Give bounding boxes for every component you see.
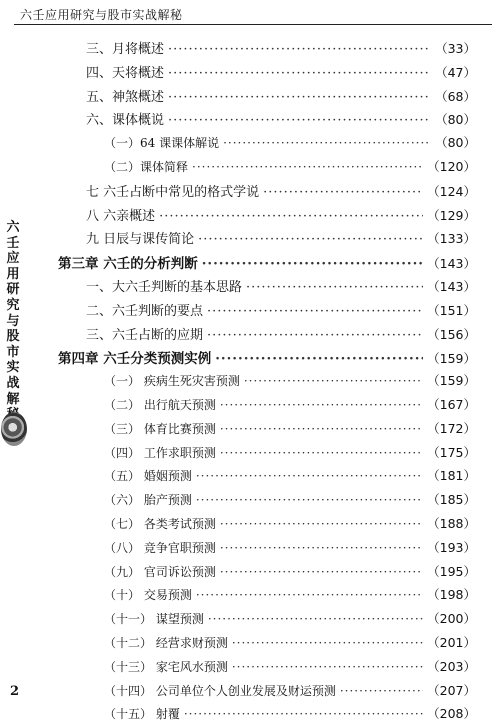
toc-entry-page: （151） — [427, 302, 476, 318]
toc-entry — [58, 443, 476, 467]
dot-leader — [223, 136, 431, 150]
toc-entry-title: （七） 各类考试预测 — [104, 516, 216, 531]
dot-leader — [168, 113, 431, 128]
toc-entry — [58, 324, 476, 348]
toc-entry — [58, 181, 476, 205]
dot-leader — [232, 636, 423, 650]
dot-leader — [168, 90, 431, 105]
side-book-title: 六壬应用研究与股市实战解 — [6, 220, 20, 407]
dot-leader — [220, 517, 423, 531]
toc-entry-title: （一）64 课课体解说 — [104, 136, 220, 151]
toc-entry-page: （193） — [427, 539, 476, 555]
toc-entry-title: （六） 胎产预测 — [104, 493, 192, 508]
toc-entry — [58, 514, 476, 538]
toc-entry-title: 八 六亲概述 — [86, 208, 156, 224]
dot-leader — [196, 588, 423, 602]
dot-leader — [220, 541, 423, 555]
toc-entry-page: （203） — [427, 658, 476, 674]
toc-entry-title: （十二） 经营求财预测 — [104, 635, 228, 650]
dot-leader — [220, 422, 423, 436]
toc-entry-title: 三、月将概述 — [86, 42, 165, 57]
toc-entry-page: （181） — [427, 468, 476, 484]
toc-entry-title: （十三） 家宅风水预测 — [104, 659, 228, 674]
toc-entry-title: 七 六壬占断中常见的格式学说 — [86, 184, 260, 200]
toc-entry-page: （172） — [427, 420, 476, 436]
toc-entry-page: （143） — [427, 256, 476, 272]
toc-entry-title: （二）课体简释 — [104, 159, 189, 174]
toc-entry — [58, 538, 476, 562]
toc-entry-page: （80） — [435, 135, 476, 151]
toc-entry-title: 四、天将概述 — [86, 65, 165, 81]
dot-leader — [184, 707, 423, 721]
dot-leader — [159, 209, 423, 224]
toc-entry-page: （198） — [427, 587, 476, 603]
toc-entry-title: （三） 体育比赛预测 — [104, 421, 216, 436]
toc-entry-title: 六、课体概说 — [86, 113, 165, 129]
toc-entry — [58, 466, 476, 490]
toc-entry-title: 五、神煞概述 — [86, 89, 165, 105]
toc-entry — [58, 395, 476, 419]
toc-entry — [58, 276, 476, 300]
toc-entry-page: （68） — [435, 88, 476, 104]
toc-entry — [58, 347, 476, 371]
dot-leader — [220, 446, 423, 460]
dot-leader — [202, 256, 423, 272]
toc-entry — [58, 562, 476, 586]
toc-entry-title: （九） 官司诉讼预测 — [104, 564, 216, 579]
page-number: 2 — [10, 684, 20, 699]
toc-entry-page: （129） — [427, 207, 476, 223]
toc-entry-title: （四） 工作求职预测 — [104, 445, 216, 460]
dot-leader — [246, 280, 423, 295]
toc-entry-page: （201） — [427, 634, 476, 650]
toc-entry-title: 第三章 六壬的分析判断 — [58, 256, 198, 273]
toc-entry-title: 一、大六壬判断的基本思路 — [86, 279, 243, 295]
toc-entry — [58, 157, 476, 181]
toc-entry-page: （185） — [427, 492, 476, 508]
table-of-contents — [58, 38, 476, 728]
toc-entry-title: （十） 交易预测 — [104, 588, 192, 603]
toc-entry-page: （80） — [435, 112, 476, 128]
toc-entry-title: （十五） 射覆 — [104, 707, 180, 722]
toc-entry — [58, 133, 476, 157]
dot-leader — [215, 351, 423, 367]
toc-entry-page: （120） — [427, 158, 476, 174]
running-header: 六壬应用研究与股市实战解秘 — [20, 8, 183, 22]
toc-entry-page: （195） — [427, 563, 476, 579]
toc-entry — [58, 490, 476, 514]
dot-leader — [220, 565, 423, 579]
toc-entry-page: （167） — [427, 396, 476, 412]
toc-entry-page: （175） — [427, 444, 476, 460]
toc-entry-title: （八） 竞争官职预测 — [104, 540, 216, 555]
toc-entry — [58, 38, 476, 62]
toc-entry — [58, 681, 476, 705]
toc-entry-page: （143） — [427, 278, 476, 294]
dot-leader — [263, 185, 423, 200]
toc-entry-title: （二） 出行航天预测 — [104, 397, 216, 412]
toc-entry — [58, 657, 476, 681]
toc-entry — [58, 633, 476, 657]
toc-entry — [58, 300, 476, 324]
toc-entry-page: （200） — [427, 611, 476, 627]
header-rule — [14, 24, 492, 25]
toc-entry — [58, 252, 476, 276]
toc-entry-title: 第四章 六壬分类预测实例 — [58, 351, 212, 368]
dot-leader — [196, 469, 423, 483]
dot-leader — [232, 660, 423, 674]
toc-entry-title: 九 日辰与课传简论 — [86, 232, 195, 248]
toc-entry-page: （133） — [427, 231, 476, 247]
toc-entry-page: （188） — [427, 515, 476, 531]
toc-entry — [58, 109, 476, 133]
toc-entry — [58, 62, 476, 86]
toc-entry-title: 二、六壬判断的要点 — [86, 303, 204, 319]
toc-entry-title: （五） 婚姻预测 — [104, 469, 192, 484]
dot-leader — [168, 42, 431, 57]
toc-entry — [58, 609, 476, 633]
dot-leader — [340, 684, 423, 698]
dot-leader — [192, 160, 423, 174]
toc-entry-page: （124） — [427, 183, 476, 199]
dot-leader — [207, 328, 423, 343]
dot-leader — [244, 374, 423, 388]
toc-entry-page: （208） — [427, 706, 476, 722]
toc-entry — [58, 228, 476, 252]
toc-entry-page: （156） — [427, 326, 476, 342]
dot-leader — [220, 398, 423, 412]
toc-entry-title: （一） 疾病生死灾害预测 — [104, 374, 240, 389]
toc-entry-page: （159） — [427, 351, 476, 367]
dot-leader — [196, 493, 423, 507]
toc-entry-page: （207） — [427, 682, 476, 698]
toc-entry — [58, 86, 476, 110]
dot-leader — [207, 304, 423, 319]
toc-entry — [58, 205, 476, 229]
dot-leader — [198, 232, 423, 247]
toc-entry-page: （159） — [427, 373, 476, 389]
toc-entry-page: （47） — [435, 64, 476, 80]
seal-logo-icon — [1, 412, 27, 446]
dot-leader — [168, 66, 431, 81]
toc-entry-title: （十一） 谋望预测 — [104, 612, 204, 627]
toc-entry — [58, 585, 476, 609]
toc-entry — [58, 419, 476, 443]
toc-entry-title: 三、六壬占断的应期 — [86, 327, 204, 343]
toc-entry — [58, 371, 476, 395]
toc-entry-title: （十四） 公司单位个人创业发展及财运预测 — [104, 683, 336, 698]
dot-leader — [208, 612, 423, 626]
toc-entry-page: （33） — [435, 41, 476, 56]
